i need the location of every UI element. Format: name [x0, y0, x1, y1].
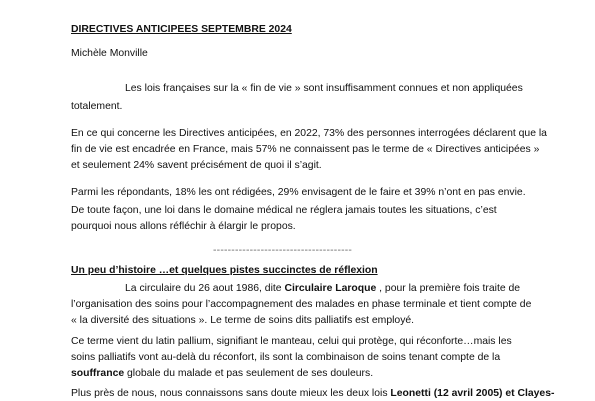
paragraph-4-line-2: pourquoi nous allons réfléchir à élargir le propos.: [71, 221, 296, 232]
paragraph-5-line-2: l’organisation des soins pour l’accompagnement des malades en phase terminale et tient compte de: [71, 299, 532, 310]
paragraph-5-line-1: [125, 281, 520, 296]
author-name: Michèle Monville: [71, 48, 148, 59]
paragraph-7-line-1: [71, 386, 554, 401]
paragraph-2-line-2: fin de vie est encadrée en France, mais 57% ne connaissent pas le terme de « Directives anticipées »: [71, 144, 540, 155]
intro-line-2: totalement.: [71, 101, 123, 112]
section-separator: --------------------------------------: [213, 245, 353, 256]
leonetti-laws-text: Leonetti (12 avril 2005) et Clayes-: [390, 388, 555, 399]
intro-line-1: Les lois françaises sur la « fin de vie » sont insuffisamment connues et non appliquées: [125, 83, 523, 94]
paragraph-5-line-1-end: , pour la première fois traite de: [376, 283, 521, 294]
paragraph-6-line-3: [71, 366, 373, 381]
circulaire-laroque-text: Circulaire Laroque: [284, 283, 377, 294]
paragraph-5-line-1-start: La circulaire du 26 aout 1986, dite: [125, 283, 285, 294]
paragraph-6-line-1: Ce terme vient du latin pallium, signifiant le manteau, celui qui protège, qui réconforte…mais les: [71, 336, 512, 347]
document-title: DIRECTIVES ANTICIPEES SEPTEMBRE 2024: [71, 24, 292, 35]
souffrance-text: souffrance: [71, 368, 125, 379]
paragraph-2-line-3: et seulement 24% savent précisément de quoi il s’agit.: [71, 160, 322, 171]
paragraph-3: Parmi les répondants, 18% les ont rédigées, 29% envisagent de le faire et 39% n’ont en pas envie.: [71, 187, 526, 198]
paragraph-5-line-3: « la diversité des situations ». Le terme de soins dits palliatifs est employé.: [71, 315, 415, 326]
paragraph-2-line-1: En ce qui concerne les Directives anticipées, en 2022, 73% des personnes interrogées déclarent que la: [71, 128, 547, 139]
paragraph-7-line-1-start: Plus près de nous, nous connaissons sans doute mieux les deux lois: [71, 388, 391, 399]
paragraph-6-line-2: soins palliatifs vont au-delà du réconfort, ils sont la combinaison de soins tenant compte de la: [71, 352, 501, 363]
paragraph-6-line-3-end: globale du malade et pas seulement de ses douleurs.: [124, 368, 374, 379]
paragraph-4-line-1: De toute façon, une loi dans le domaine médical ne réglera jamais toutes les situations, c’est: [71, 205, 497, 216]
section-heading: Un peu d’histoire …et quelques pistes succinctes de réflexion: [71, 265, 378, 276]
